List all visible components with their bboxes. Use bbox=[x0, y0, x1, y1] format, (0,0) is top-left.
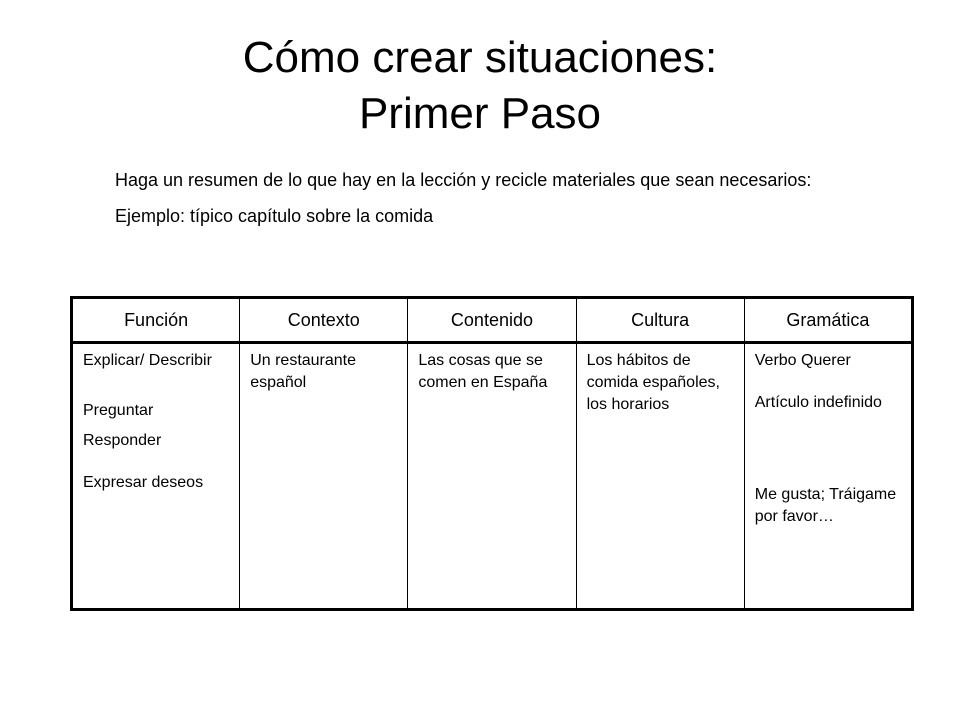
lesson-table bbox=[70, 296, 914, 611]
intro-text: Haga un resumen de lo que hay en la lección y recicle materiales que sean necesarios: bbox=[115, 170, 812, 190]
slide-title bbox=[0, 30, 960, 142]
gramatica-item-3: Me gusta; Tráigame por favor… bbox=[754, 486, 897, 525]
funcion-item-1: Explicar/ Describir bbox=[83, 352, 212, 369]
header-contenido: Contenido bbox=[408, 298, 576, 343]
intro-block bbox=[115, 168, 855, 240]
gramatica-item-2: Artículo indefinido bbox=[754, 394, 882, 411]
header-contexto: Contexto bbox=[240, 298, 408, 343]
slide-title-line1: Cómo crear situaciones: bbox=[242, 33, 718, 82]
contexto-text: Un restaurante español bbox=[250, 352, 357, 391]
lesson-table-container bbox=[70, 296, 914, 611]
funcion-item-4: Expresar deseos bbox=[83, 474, 204, 491]
cell-contenido bbox=[408, 343, 576, 610]
header-cultura: Cultura bbox=[576, 298, 744, 343]
gramatica-item-1: Verbo Querer bbox=[754, 352, 851, 369]
header-gramatica: Gramática bbox=[744, 298, 912, 343]
contenido-text: Las cosas que se comen en España bbox=[418, 352, 548, 391]
funcion-item-3: Responder bbox=[83, 432, 162, 449]
cell-gramatica bbox=[744, 343, 912, 610]
cell-funcion bbox=[72, 343, 240, 610]
cell-contexto bbox=[240, 343, 408, 610]
cell-cultura bbox=[576, 343, 744, 610]
table-header-row bbox=[72, 298, 913, 343]
header-funcion: Función bbox=[72, 298, 240, 343]
example-text: Ejemplo: típico capítulo sobre la comida bbox=[115, 206, 434, 226]
cultura-text: Los hábitos de comida españoles, los horarios bbox=[586, 352, 720, 413]
slide-title-line2: Primer Paso bbox=[358, 89, 602, 138]
funcion-item-2: Preguntar bbox=[83, 402, 154, 419]
table-row bbox=[72, 343, 913, 610]
